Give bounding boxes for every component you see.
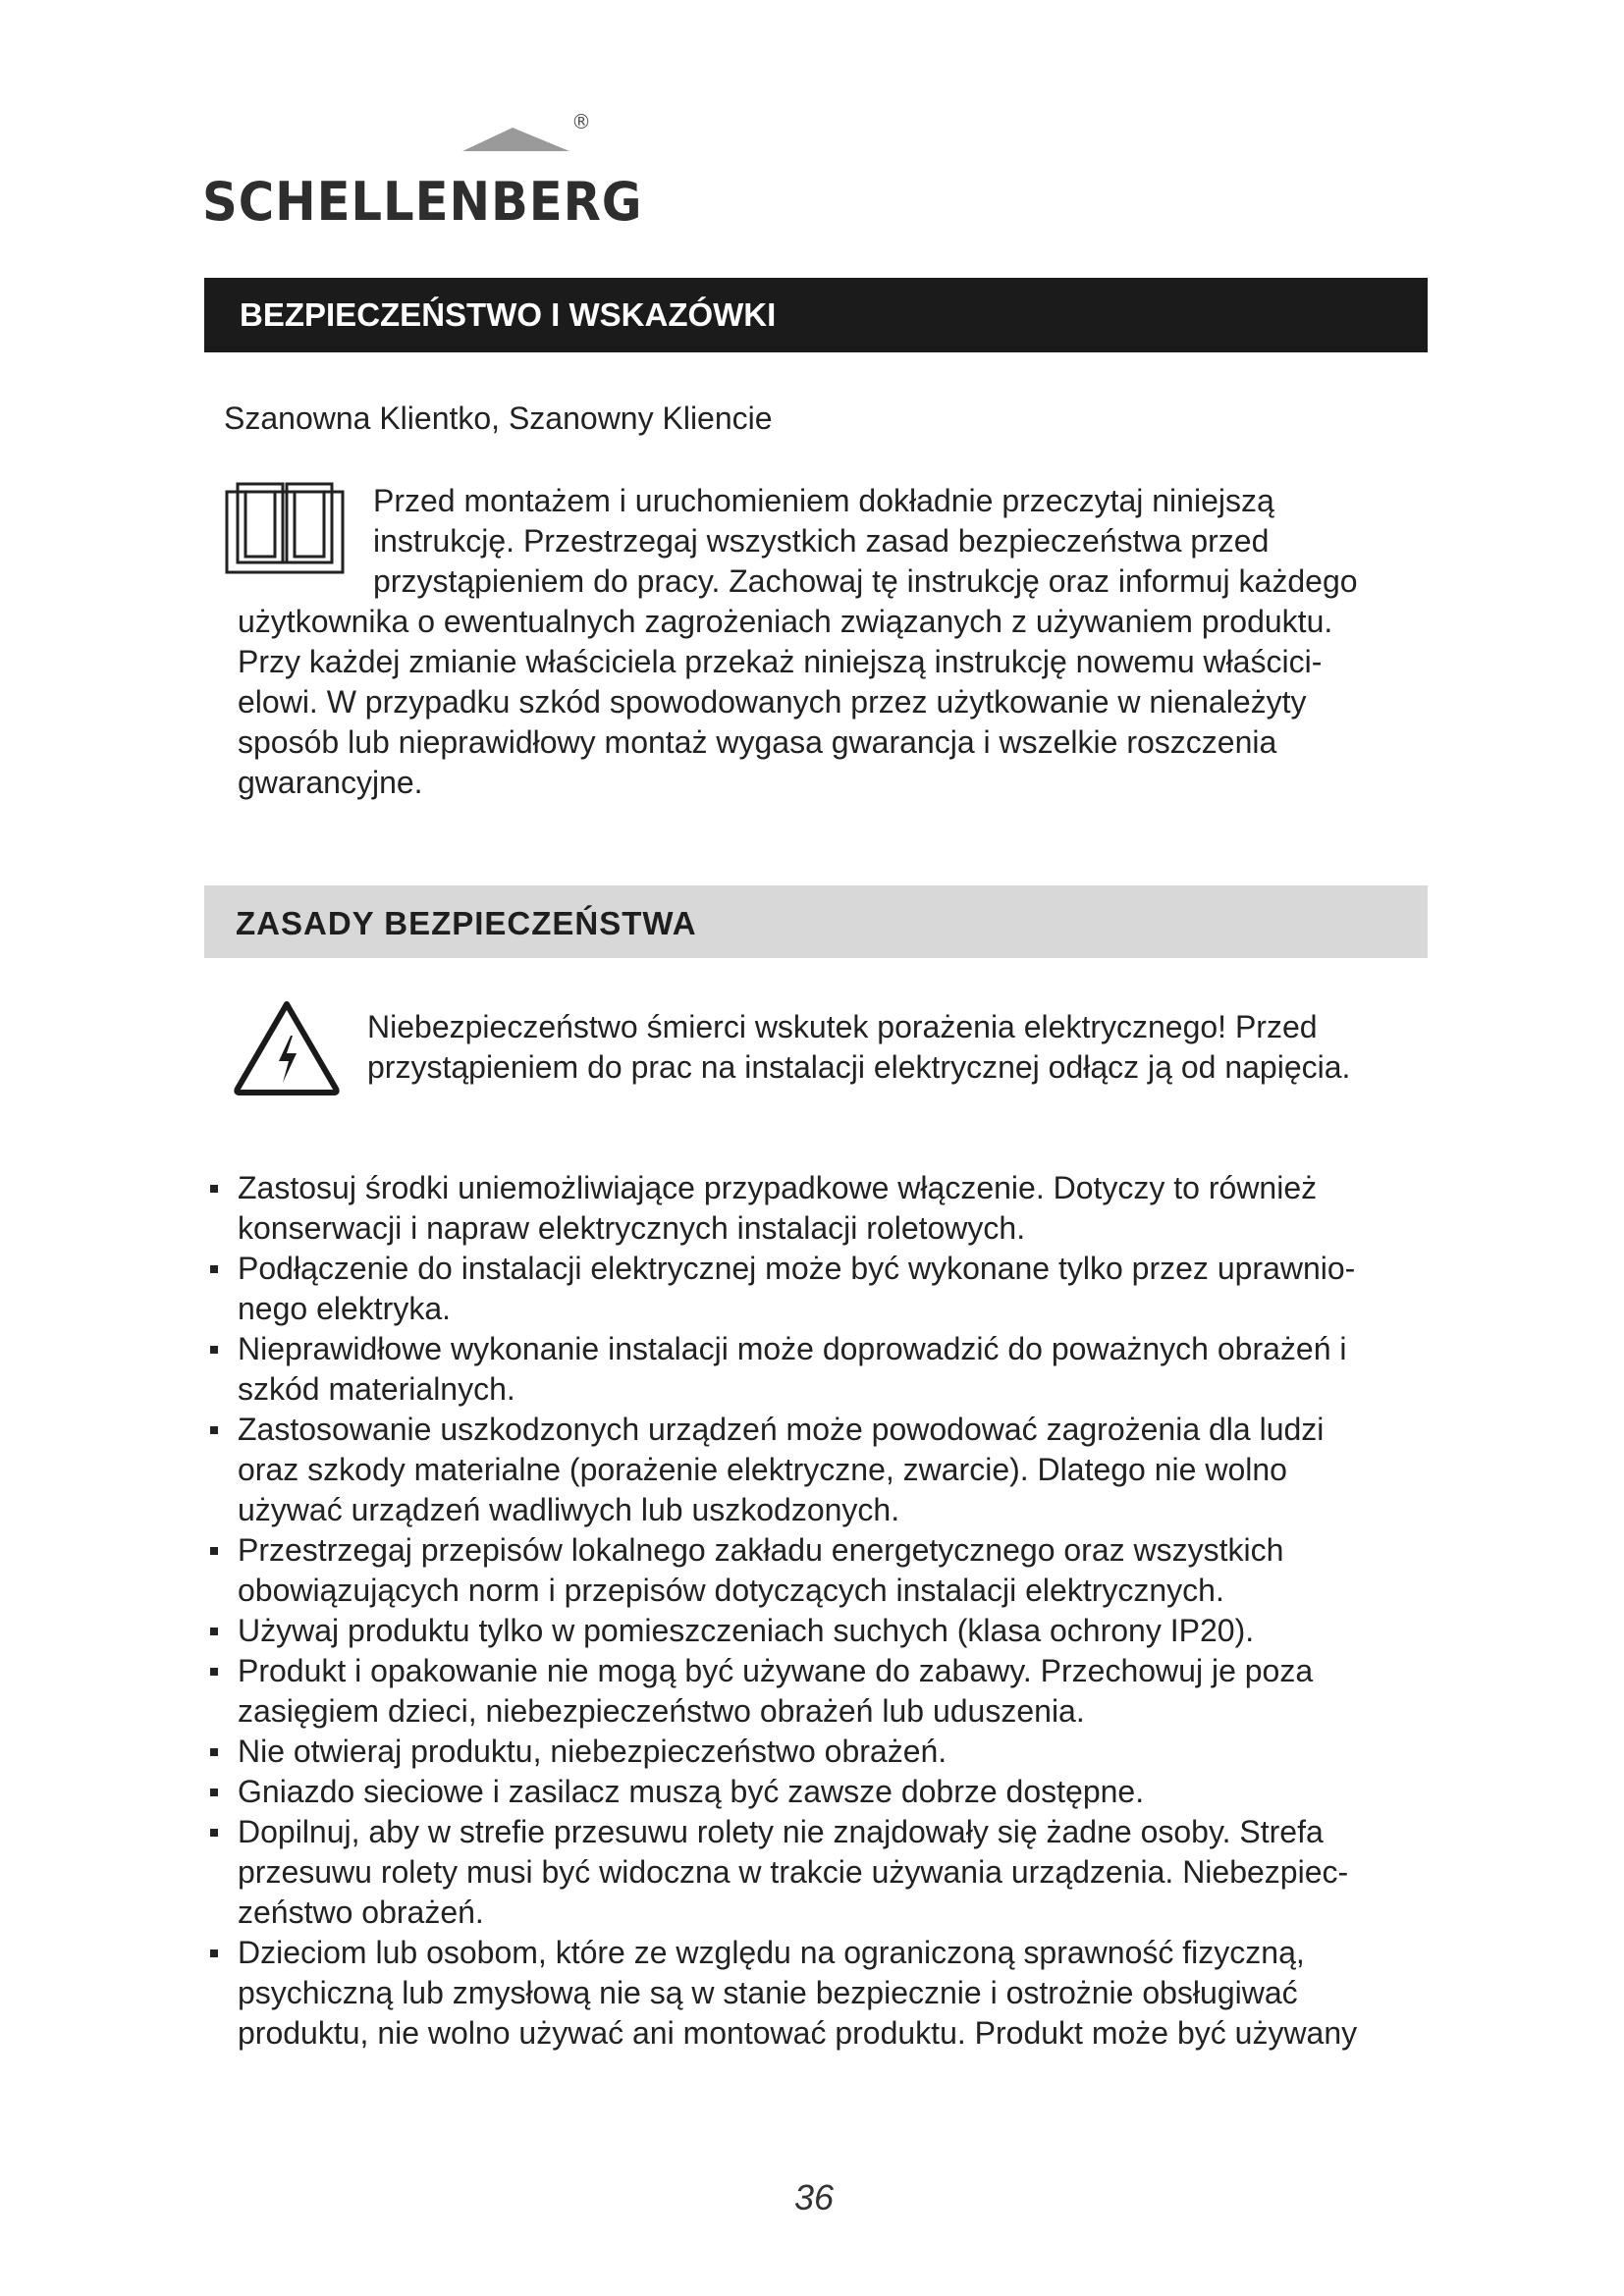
electric-hazard-icon [232,998,342,1096]
safety-rules-list [210,1168,1428,2054]
list-item-line: Produkt i opakowanie nie mogą być używane do zabawy. Przechowuj je poza [238,1653,1314,1688]
section-header-safety-rules: ZASADY BEZPIECZEŃSTWA [204,885,1428,958]
list-item [210,1933,1428,2054]
logo-roof-icon [202,110,595,179]
list-item-line: zasięgiem dzieci, niebezpieczeństwo obrażeń lub uduszenia. [238,1693,1085,1729]
intro-line: elowi. W przypadku szkód spowodowanych przez użytkowanie w nienależyty [238,684,1307,720]
intro-line: sposób lub nieprawidłowy montaż wygasa gwarancja i wszelkie roszczenia [238,724,1277,760]
list-item-line: zeństwo obrażeń. [238,1895,484,1930]
list-item-line: Gniazdo sieciowe i zasilacz muszą być zawsze dobrze dostępne. [238,1774,1145,1809]
greeting: Szanowna Klientko, Szanowny Kliencie [224,400,773,436]
list-item [210,1329,1428,1410]
list-item-line: Nie otwieraj produktu, niebezpieczeństwo obrażeń. [238,1734,947,1769]
list-item-line: Dopilnuj, aby w strefie przesuwu rolety nie znajdowały się żadne osoby. Strefa [238,1814,1324,1849]
list-item [210,1410,1428,1530]
warning-line: Niebezpieczeństwo śmierci wskutek porażenia elektrycznego! Przed [367,1009,1318,1044]
electric-shock-warning [367,1007,1408,1088]
list-item-line: produktu, nie wolno używać ani montować produktu. Produkt może być używany [238,2015,1358,2051]
logo-brand-name: SCHELLENBERG [202,171,643,233]
list-item [210,1249,1428,1329]
list-item-line: szkód materialnych. [238,1371,515,1407]
list-item-line: Podłączenie do instalacji elektrycznej może być wykonane tylko przez uprawnio- [238,1251,1356,1286]
intro-text-full-width [238,602,1416,803]
list-item [210,1651,1428,1732]
list-item-line: Zastosuj środki uniemożliwiające przypadkowe włączenie. Dotyczy to również [238,1170,1318,1205]
intro-line: gwarancyjne. [238,765,423,800]
list-item-line: nego elektryka. [238,1291,452,1326]
intro-text-beside-icon [373,481,1424,602]
list-item-line: Nieprawidłowe wykonanie instalacji może doprowadzić do poważnych obrażeń i [238,1331,1347,1366]
intro-line: Przed montażem i uruchomieniem dokładnie przeczytaj niniejszą [373,483,1274,518]
book-icon [224,478,346,576]
list-item [210,1732,1428,1772]
list-item [210,1530,1428,1611]
intro-line: instrukcję. Przestrzegaj wszystkich zasad bezpieczeństwa przed [373,523,1270,559]
section-header-safety-and-tips: BEZPIECZEŃSTWO I WSKAZÓWKI [204,278,1428,352]
list-item [210,1611,1428,1651]
list-item-line: oraz szkody materialne (porażenie elektryczne, zwarcie). Dlatego nie wolno [238,1452,1287,1487]
logo-registered-mark: ® [571,110,591,133]
list-item [210,1772,1428,1812]
list-item-line: używać urządzeń wadliwych lub uszkodzonych. [238,1492,900,1527]
list-item-line: Przestrzegaj przepisów lokalnego zakładu energetycznego oraz wszystkich [238,1532,1284,1568]
intro-line: Przy każdej zmianie właściciela przekaż niniejszą instrukcję nowemu właścici- [238,644,1323,679]
list-item-line: konserwacji i napraw elektrycznych instalacji roletowych. [238,1210,1026,1246]
list-item-line: Używaj produktu tylko w pomieszczeniach suchych (klasa ochrony IP20). [238,1613,1255,1648]
list-item-line: przesuwu rolety musi być widoczna w trakcie używania urządzenia. Niebezpiec- [238,1854,1349,1890]
list-item-line: obowiązujących norm i przepisów dotyczących instalacji elektrycznych. [238,1573,1224,1608]
list-item [210,1812,1428,1933]
list-item-line: Zastosowanie uszkodzonych urządzeń może powodować zagrożenia dla ludzi [238,1412,1325,1447]
page-number: 36 [793,2177,835,2217]
list-item-line: Dzieciom lub osobom, które ze względu na ograniczoną sprawność fizyczną, [238,1935,1305,1970]
intro-line: przystąpieniem do pracy. Zachowaj tę instrukcję oraz informuj każdego [373,563,1358,599]
list-item-line: psychiczną lub zmysłową nie są w stanie bezpiecznie i ostrożnie obsługiwać [238,1975,1298,2010]
warning-line: przystąpieniem do prac na instalacji elektrycznej odłącz ją od napięcia. [367,1049,1351,1085]
brand-logo [202,110,643,233]
intro-line: użytkownika o ewentualnych zagrożeniach związanych z używaniem produktu. [238,604,1333,639]
list-item [210,1168,1428,1249]
